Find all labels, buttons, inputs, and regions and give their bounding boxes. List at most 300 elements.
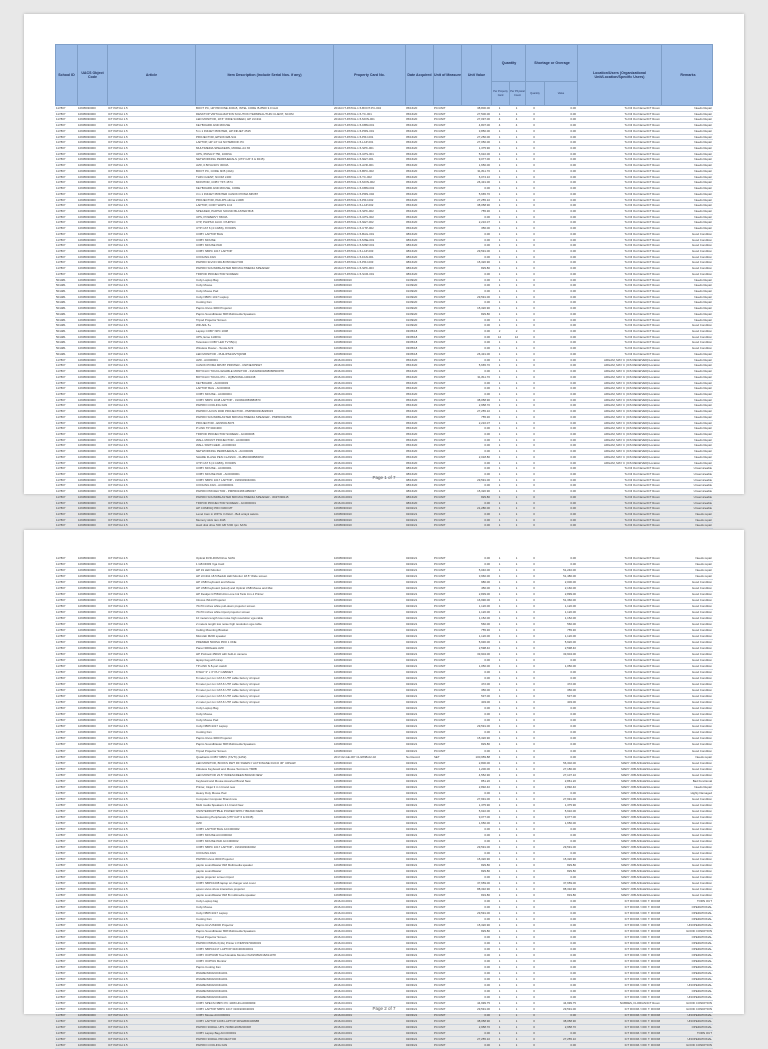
cell-description: COBY MOUSE - AC000004 [196, 391, 232, 396]
cell-short-qty: 0 [533, 989, 535, 994]
cell-qty-card: 1 [498, 460, 501, 465]
cell-school-id: 117807 [56, 208, 66, 213]
cell-school-id: 117807 [56, 616, 66, 621]
cell-short-value: 88,332.90 [563, 886, 576, 891]
cell-short-value: 0.00 [570, 934, 576, 939]
cell-qty-count: 1 [515, 742, 518, 747]
cell-qty-count: 1 [515, 443, 518, 448]
cell-date-acquired: 02/03/21 [406, 1043, 418, 1048]
cell-short-value: 0.00 [570, 220, 576, 225]
cell-date-acquired: 02/02/21 [406, 700, 418, 705]
cell-location: MARY JOB ANGLES/Location [621, 856, 660, 861]
cell-remarks: Good Condition [691, 736, 712, 741]
cell-location: ICT ROOM / OFF T. ROOM [624, 977, 660, 982]
cell-uacs-code: 10605030000 [78, 580, 96, 585]
cell-date-acquired: 05/16/20 [406, 449, 418, 454]
cell-remarks: Needs Repair [694, 409, 712, 414]
cell-location: MARY JOB ANGLES/Location [621, 820, 660, 825]
cell-unit: PC/UNIT [434, 820, 446, 825]
cell-short-value: 0.00 [570, 311, 576, 316]
cell-description: DESKTOP VIRTUALIZATION SOLUTION TERMINAL/THIN CLIENT, NCOM [196, 111, 294, 116]
cell-school-id: 117807 [56, 826, 66, 831]
cell-date-acquired: 02/02/21 [406, 658, 418, 663]
cell-location: To Fill Out Name/ICT Room [624, 300, 660, 305]
cell-unit: PC/UNIT [434, 1031, 446, 1036]
cell-remarks: Needs Repair [694, 363, 712, 368]
cell-description: Tripod Projector Screen [196, 317, 227, 322]
cell-short-value: 0.00 [570, 983, 576, 988]
cell-short-value: 0.00 [570, 517, 576, 522]
cell-qty-count: 1 [515, 706, 518, 711]
cell-short-value: 2,160.00 [564, 586, 576, 591]
cell-qty-card: 1 [498, 730, 501, 735]
cell-unit: PC/UNIT [434, 226, 446, 231]
cell-article: ICT PATCH 2.5 [108, 772, 128, 777]
cell-short-qty: 0 [533, 760, 535, 765]
cell-short-value: 0.00 [570, 995, 576, 1000]
cell-short-value: 0.00 [570, 266, 576, 271]
cell-short-qty: 0 [533, 682, 535, 687]
cell-unit: PC/UNIT [434, 403, 446, 408]
cell-unit-value: 0.00 [484, 971, 490, 976]
cell-unit-value: 0.00 [484, 289, 490, 293]
cell-unit: PC/UNIT [434, 363, 446, 368]
cell-qty-card: 2 [498, 329, 501, 334]
cell-property-card: 10605030010 [334, 277, 352, 282]
cell-short-qty: 0 [533, 277, 535, 282]
cell-qty-card: 1 [498, 934, 501, 939]
cell-qty-card: 1 [498, 622, 501, 627]
cell-article: ICT PATCH 2.5 [108, 640, 128, 645]
cell-short-qty: 0 [533, 460, 535, 465]
cell-remarks: UNOPERATIONAL [687, 1019, 712, 1024]
cell-unit-value: 0.00 [484, 512, 490, 517]
cell-unit: PC/UNIT [434, 880, 446, 885]
cell-property-card: 10605030010 [334, 652, 352, 657]
cell-unit: PC/UNIT [434, 928, 446, 933]
cell-description: #NAME/NDIANO/4G001 [196, 989, 228, 994]
cell-article: ICT PATCH 2.5 [108, 483, 128, 488]
cell-description: Microlab M200 speaker [196, 634, 227, 639]
cell-property-card: 10605030010 [334, 862, 352, 867]
cell-unit: PC/UNIT [434, 568, 446, 573]
cell-school-id: 117807 [56, 266, 66, 271]
cell-unit-value: 537.00 [481, 694, 490, 699]
cell-short-qty: 0 [533, 517, 535, 522]
cell-short-qty: 0 [533, 208, 535, 213]
cell-date-acquired: 02/02/21 [406, 610, 418, 615]
cell-qty-card: 1 [498, 700, 501, 705]
cell-short-qty: 0 [533, 163, 535, 168]
cell-remarks: Needs repair [695, 523, 712, 528]
cell-short-value: 37,659.00 [563, 880, 576, 885]
cell-article: ICT PATCH 2.5 [108, 586, 128, 591]
cell-remarks: UNOPERATIONAL [687, 1037, 712, 1042]
cell-uacs-code: 10605030000 [78, 850, 96, 855]
cell-date-acquired: 08/16/20 [406, 243, 418, 248]
cell-article: ICT PATCH 2.5 [108, 748, 128, 753]
cell-location: ARGAM, MAY C (ICS RECEIVED)/Location [604, 426, 660, 431]
cell-unit-value: 2,958.70 [478, 1025, 490, 1030]
cell-article: ICT PATCH 2.5 [108, 676, 128, 681]
cell-date-acquired: 08/16/20 [406, 489, 418, 494]
cell-remarks: Needs Repair [694, 197, 712, 202]
cell-short-value: 0.00 [570, 977, 576, 982]
cell-article: ICT PATCH 2.5 [108, 628, 128, 633]
cell-short-qty: 0 [533, 694, 535, 699]
cell-description: COBY NBPC 1017 LAPTOP [196, 248, 233, 253]
cell-remarks: Needs Repair [694, 151, 712, 156]
cell-property-card: 10605030010 [334, 598, 352, 603]
cell-school-id: 117807 [56, 226, 66, 231]
cell-article: ICT PATCH 2.5 [108, 922, 128, 927]
cell-uacs-code: 10605030000 [78, 477, 96, 482]
cell-qty-card: 1 [498, 409, 501, 414]
cell-short-qty: 0 [533, 146, 535, 151]
cell-location: MARY JOB ANGLES/Location [621, 796, 660, 801]
cell-location: ARGAM, MAY C (ICS RECEIVED)/Location [604, 391, 660, 396]
cell-article: ICT PATCH 2.5 [108, 1043, 128, 1048]
cell-short-qty: 0 [533, 449, 535, 454]
cell-unit-value: 0.00 [484, 214, 490, 219]
cell-short-qty: 0 [533, 880, 535, 885]
cell-school-id: 117807 [56, 934, 66, 939]
cell-qty-card: 1 [498, 134, 501, 139]
cell-unit-value: 0.00 [484, 947, 490, 952]
cell-unit: PC/UNIT [434, 472, 446, 476]
cell-remarks: Good Condition [691, 838, 712, 843]
cell-unit: PC/UNIT [434, 574, 446, 579]
cell-unit: PC/UNIT [434, 283, 446, 288]
cell-property-card: 2016-03-0001 [334, 922, 353, 927]
cell-description: Coby Mouse Pad [196, 289, 219, 293]
cell-date-acquired: 02/03/21 [406, 796, 418, 801]
cell-location: ARGAM, MAY C (ICS RECEIVED)/Location [604, 380, 660, 385]
cell-property-card: 2016-00-0001 [334, 363, 353, 368]
cell-article: ICT PATCH 2.5 [108, 953, 128, 958]
cell-school-id: 117807 [56, 676, 66, 681]
cell-short-value: 0.00 [570, 454, 576, 459]
cell-qty-card: 1 [498, 808, 501, 813]
cell-remarks: Needs Repair [694, 277, 712, 282]
cell-unit: PC/UNIT [434, 874, 446, 879]
cell-uacs-code: 10605030000 [78, 904, 96, 909]
cell-property-card: 10605030010 [334, 796, 352, 801]
cell-short-qty: 0 [533, 922, 535, 927]
cell-qty-card: 1 [498, 477, 501, 482]
cell-qty-card: 1 [498, 1043, 501, 1048]
cell-date-acquired: 02/03/21 [406, 886, 418, 891]
cell-remarks: OPERATIONAL [691, 965, 712, 970]
cell-property-card: 10605030010 [334, 317, 352, 322]
cell-qty-count: 1 [515, 1001, 518, 1006]
cell-school-id: 117807 [56, 892, 66, 897]
cell-uacs-code: 10605030000 [78, 294, 96, 299]
cell-date-acquired: 02/03/21 [406, 898, 418, 903]
cell-article: ICT PATCH 2.5 [108, 460, 128, 465]
cell-short-value: 1,050.00 [564, 664, 576, 669]
cell-school-id: 117807 [56, 784, 66, 789]
cell-school-id: 117807 [56, 186, 66, 191]
cell-unit-value: 0.00 [484, 995, 490, 1000]
cell-unit-value: 0.00 [484, 500, 490, 505]
cell-date-acquired: 02/03/21 [406, 826, 418, 831]
cell-qty-count: 1 [515, 983, 518, 988]
cell-qty-count: 1 [515, 670, 518, 675]
cell-article: ICT PATCH 2.5 [108, 523, 128, 528]
cell-description: COBY LAPTOP BAG ACC000002 [196, 826, 240, 831]
cell-qty-count: 1 [515, 977, 518, 982]
cell-qty-count: 1 [515, 397, 518, 402]
cell-date-acquired: 02/02/21 [406, 512, 418, 517]
cell-school-id: 117807 [56, 157, 66, 162]
cell-location: ICT ROOM / OFF T. ROOM [624, 1031, 660, 1036]
cell-unit: PC/UNIT [434, 340, 446, 345]
cell-unit: PC/UNIT [434, 289, 446, 293]
cell-short-qty: 0 [533, 243, 535, 248]
cell-property-card: 10605030010 [334, 604, 352, 609]
cell-description: paprio soundblaster [196, 868, 222, 873]
cell-short-qty: 0 [533, 123, 535, 128]
cell-short-value: 0.00 [570, 676, 576, 681]
cell-qty-card: 1 [498, 208, 501, 213]
cell-unit-value: 5,665.70 [478, 363, 490, 368]
cell-location: To Fill Out Name/ICT Room [624, 311, 660, 316]
cell-description: Ceiling Mounting Bracket [196, 628, 229, 633]
cell-uacs-code: 10605030000 [78, 386, 96, 391]
cell-remarks: Needs Repair [694, 784, 712, 789]
cell-article: ICT PATCH 1.5 [108, 186, 128, 191]
cell-property-card: 2016-00-0001 [334, 443, 353, 448]
cell-property-card: 10605030010 [334, 892, 352, 897]
cell-school-id: 501481 [56, 306, 66, 311]
cell-school-id: 501481 [56, 311, 66, 316]
cell-property-card: 2016-00-0001 [334, 357, 353, 362]
cell-school-id: 117807 [56, 959, 66, 964]
cell-location: To Fill Out Name/ICT Room [624, 151, 660, 156]
cell-description: PAPRIO ulvus 3000 Projector [196, 856, 234, 861]
cell-qty-count: 1 [515, 128, 518, 133]
cell-location: ICT ROOM / OFF T. ROOM [624, 947, 660, 952]
cell-short-value: 1,120.00 [564, 634, 576, 639]
cell-article: ICT PATCH 2.5 [108, 868, 128, 873]
cell-location: MARY JOB ANGLES/Location [621, 892, 660, 897]
cell-school-id: 117807 [56, 640, 66, 645]
cell-unit-value: 5,930.00 [478, 640, 490, 645]
cell-qty-card: 1 [498, 386, 501, 391]
cell-short-value: 0.00 [570, 506, 576, 511]
cell-remarks: GOOD CONDITION [686, 1043, 712, 1048]
cell-qty-count: 1 [515, 517, 518, 522]
cell-short-value: 0.00 [570, 512, 576, 517]
cell-qty-card: 1 [498, 426, 501, 431]
cell-property-card: 2016-00-0001 [334, 409, 353, 414]
cell-short-qty: 0 [533, 226, 535, 231]
cell-qty-card: 1 [498, 340, 501, 345]
cell-short-value: 0.00 [570, 1043, 576, 1048]
cell-location: ICT ROOM / OFF T. ROOM [624, 1019, 660, 1024]
cell-unit-value: 38,058.90 [477, 1019, 490, 1024]
cell-date-acquired: 02/03/21 [406, 892, 418, 897]
cell-remarks: Needs Repair [694, 283, 712, 288]
cell-qty-count: 1 [515, 134, 518, 139]
cell-remarks: Needs Repair [694, 203, 712, 208]
cell-qty-card: 1 [498, 506, 501, 511]
cell-unit: PC/UNIT [434, 856, 446, 861]
cell-short-qty: 0 [533, 403, 535, 408]
cell-remarks: Needs Repair [694, 414, 712, 419]
cell-uacs-code: 10605030000 [78, 772, 96, 777]
cell-uacs-code: 10605030000 [78, 610, 96, 615]
cell-uacs-code: 10605030000 [78, 506, 96, 511]
cell-unit-value: 9,077.00 [478, 157, 490, 162]
cell-remarks: Good Condition [691, 237, 712, 242]
cell-short-value: 2,861.20 [564, 778, 576, 783]
cell-unit: PC/UNIT [434, 941, 446, 945]
cell-qty-count: 1 [515, 766, 518, 771]
cell-description: Wireless Keyboard and Mouse Tecnicom TM8B [196, 766, 257, 771]
cell-remarks: GOOD CONDITION [686, 1001, 712, 1006]
cell-short-value: 2,899.00 [564, 592, 576, 597]
cell-description: 1 GB DDR3 Vga Card [196, 562, 225, 567]
cell-short-qty: 0 [533, 898, 535, 903]
cell-property-card: 2019-ICT-PATCH-1.5-NET-001 [334, 157, 374, 162]
cell-date-acquired: 08/16/20 [406, 248, 418, 253]
cell-school-id: 117807 [56, 748, 66, 753]
cell-property-card: 2016-03-0001 [334, 1037, 353, 1042]
cell-description: 3 in 1 INKJET PRINTER CANON PIXMA MP287 [196, 191, 259, 196]
cell-property-card: 10605030010 [334, 523, 352, 528]
cell-remarks: Needs Repair [694, 357, 712, 362]
cell-unit-value: 0.00 [484, 965, 490, 970]
cell-qty-card: 1 [498, 736, 501, 741]
cell-uacs-code: 10605030000 [78, 820, 96, 825]
cell-article: ICT PATCH 2.5 [108, 928, 128, 933]
cell-qty-card: 1 [498, 598, 501, 603]
cell-short-qty: 0 [533, 437, 535, 442]
cell-qty-card: 1 [498, 790, 501, 795]
cell-remarks: Needs repair [695, 517, 712, 522]
cell-short-value: 0.00 [570, 300, 576, 305]
cell-unit: PC/UNIT [434, 1019, 446, 1024]
cell-location: ICT ROOM / OFF T. ROOM [624, 959, 660, 964]
cell-remarks: Good Condition [691, 231, 712, 236]
cell-qty-card: 1 [498, 742, 501, 747]
cell-date-acquired: 02/03/21 [406, 778, 418, 783]
cell-location: To Fill Out Name/ICT Room [624, 340, 660, 345]
cell-unit: PC/UNIT [434, 260, 446, 265]
cell-property-card: 10605030010 [334, 351, 352, 356]
cell-property-card: 10605030010 [334, 294, 352, 299]
cell-short-qty: 0 [533, 512, 535, 517]
cell-date-acquired: 05/16/20 [406, 128, 418, 133]
cell-location: ARGAM, MAY C (ICS RECEIVED)/Location [604, 460, 660, 465]
cell-school-id: 117807 [56, 494, 66, 499]
cell-qty-card: 1 [498, 472, 501, 476]
cell-property-card: 10605030010 [334, 706, 352, 711]
cell-remarks: OPERATIONAL [691, 941, 712, 945]
cell-unit-value: 829.80 [481, 494, 490, 499]
cell-uacs-code: 10605030000 [78, 483, 96, 488]
cell-qty-count: 1 [515, 363, 518, 368]
cell-location: To Fill Out Name/ICT Room [624, 140, 660, 145]
cell-property-card: 2019-ICT-PATCH-1.5-LAP-001 [334, 140, 374, 145]
cell-article: ICT PATCH 2.5 [108, 426, 128, 431]
cell-unit-value: 27,500.00 [477, 111, 490, 116]
cell-property-card: 2019-ICT-PATCH-1.5-MON-002 [334, 180, 375, 185]
cell-article: ICT PATCH 2.5 [108, 472, 128, 476]
cell-date-acquired: 05/16/20 [406, 203, 418, 208]
cell-short-value: 0.00 [570, 670, 576, 675]
cell-date-acquired: 02/02/21 [406, 652, 418, 657]
cell-uacs-code: 10605030000 [78, 146, 96, 151]
cell-location: MARY JOB ANGLES/Location [621, 766, 660, 771]
cell-unit-value: 31,811.70 [477, 168, 490, 173]
cell-unit: PC/UNIT [434, 1013, 446, 1018]
cell-school-id: 117807 [56, 682, 66, 687]
cell-unit: PC/UNIT [434, 886, 446, 891]
header-property-card-no: Property Card No. [334, 45, 406, 105]
cell-unit-value: 0.00 [484, 1031, 490, 1036]
cell-qty-count: 1 [515, 512, 518, 517]
cell-short-qty: 0 [533, 622, 535, 627]
cell-qty-card: 1 [498, 146, 501, 151]
cell-location: To Fill Out Name/ICT Room [624, 664, 660, 669]
cell-article: ICT PATCH 1.5 [108, 134, 128, 139]
cell-date-acquired: 05/16/20 [406, 386, 418, 391]
cell-short-qty: 0 [533, 1037, 535, 1042]
cell-unit-value: 0.00 [484, 1013, 490, 1018]
cell-short-value: 1,375.90 [564, 802, 576, 807]
cell-qty-card: 4 [498, 117, 501, 122]
cell-uacs-code: 10605030000 [78, 443, 96, 448]
cell-qty-count: 1 [515, 995, 518, 1000]
cell-date-acquired: 02/03/21 [406, 862, 418, 867]
header-quantity-per-card: Per Property Card [492, 81, 510, 105]
cell-location: To Fill Out Name/ICT Room [624, 106, 660, 110]
cell-date-acquired: 01/09/20 [406, 283, 418, 288]
cell-short-qty: 0 [533, 106, 535, 110]
cell-uacs-code: 10605030000 [78, 700, 96, 705]
cell-uacs-code: 10605030000 [78, 941, 96, 945]
cell-unit: PC/UNIT [434, 369, 446, 374]
cell-unit: PC/UNIT [434, 658, 446, 663]
cell-short-value: 1,120.00 [564, 604, 576, 609]
cell-uacs-code: 10605030000 [78, 688, 96, 693]
cell-unit-value: 0.00 [484, 283, 490, 288]
cell-property-card: 2016-03-0001 [334, 904, 353, 909]
cell-description: Coby Mouse [196, 712, 213, 717]
cell-uacs-code: 10605030000 [78, 760, 96, 765]
cell-short-qty: 0 [533, 369, 535, 374]
cell-remarks: OPERATIONAL [691, 904, 712, 909]
cell-article: ICT PATCH 2.5 [108, 616, 128, 621]
cell-qty-card: 1 [498, 494, 501, 499]
cell-qty-count: 1 [515, 374, 518, 379]
cell-qty-count: 1 [515, 466, 518, 471]
cell-location: ARGAM, MAY C (ICS RECEIVED)/Location [604, 397, 660, 402]
cell-uacs-code: 10605030000 [78, 472, 96, 476]
cell-unit-value: 0.00 [484, 977, 490, 982]
cell-qty-card: 1 [498, 157, 501, 162]
cell-remarks: Good Condition [691, 604, 712, 609]
cell-article: ICT PATCH 1.5 [108, 237, 128, 242]
cell-school-id: 117807 [56, 403, 66, 408]
cell-remarks: UNOPERATIONAL [687, 1013, 712, 1018]
cell-date-acquired: 02/03/21 [406, 910, 418, 915]
cell-remarks: Good Condition [691, 742, 712, 747]
cell-remarks: Needs Repair [694, 300, 712, 305]
